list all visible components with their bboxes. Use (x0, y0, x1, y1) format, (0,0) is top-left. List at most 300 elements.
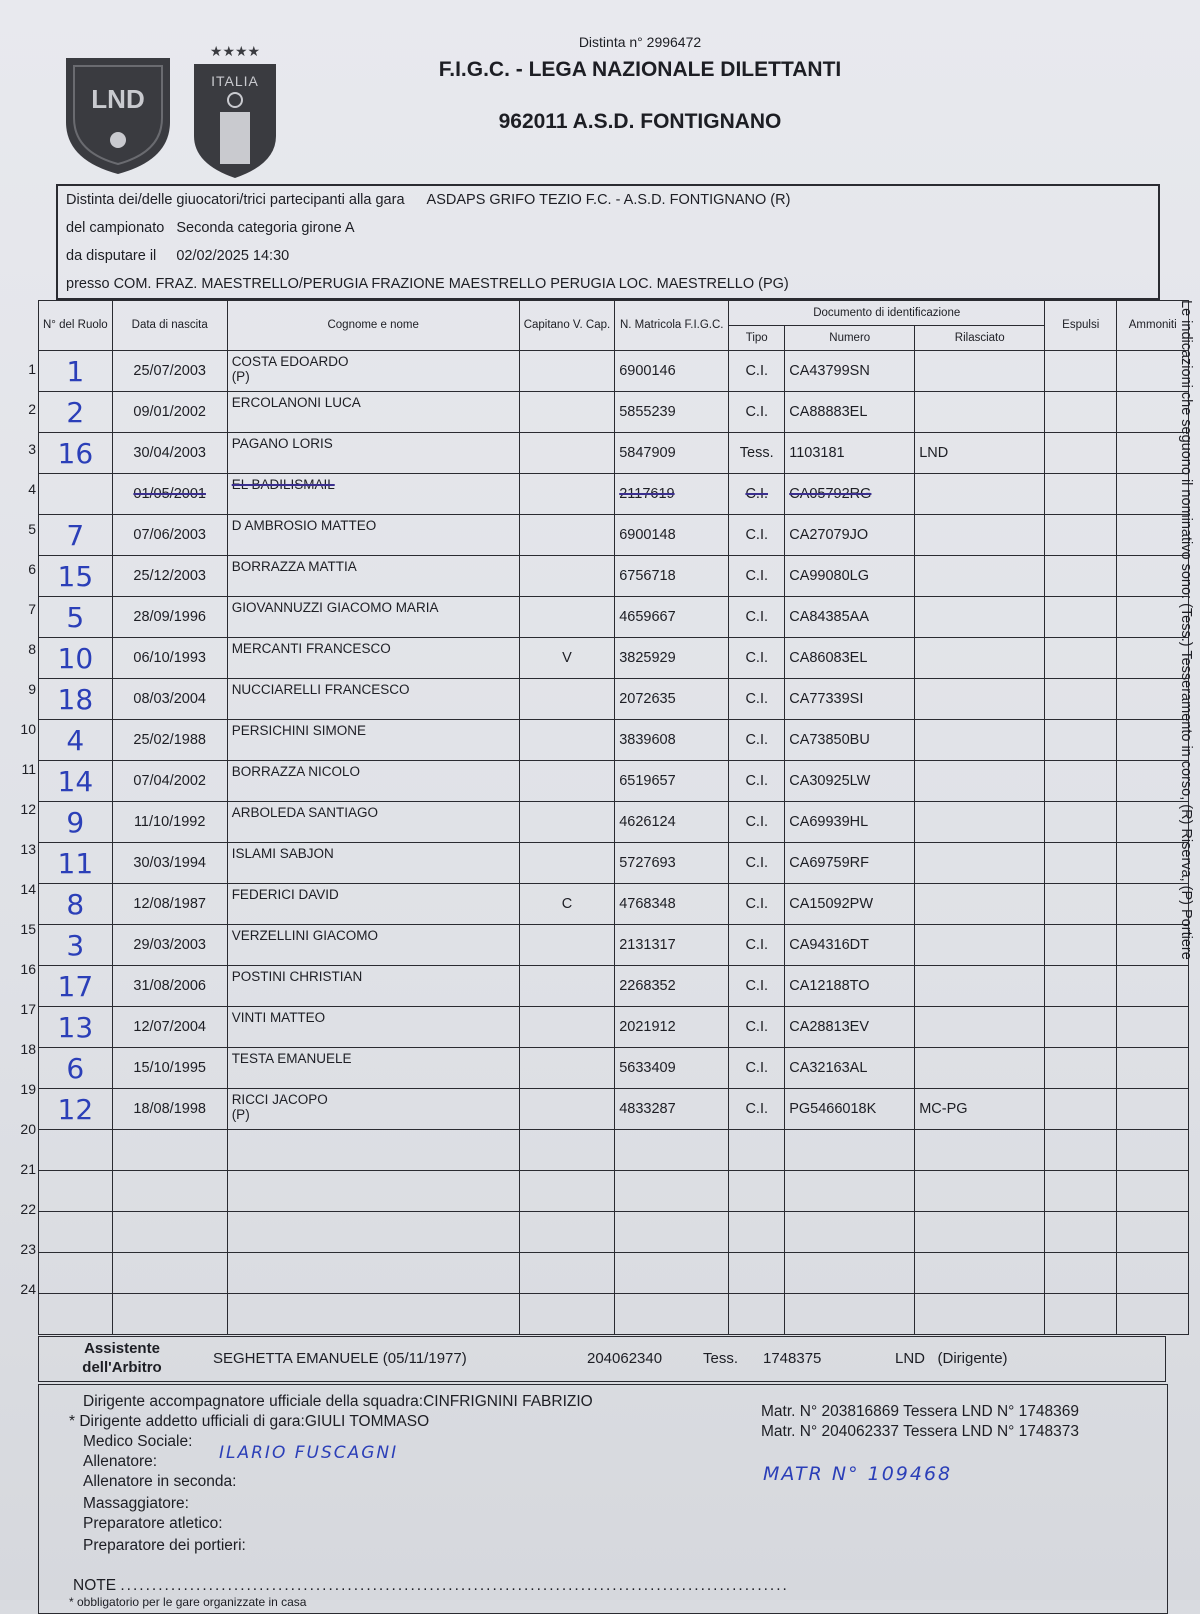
birth-date (112, 925, 227, 966)
player-name (227, 392, 519, 433)
birth-date (112, 802, 227, 843)
doc-issuer (915, 843, 1045, 884)
side-legend (1178, 300, 1196, 1070)
doc-type-text: C.I. (745, 609, 768, 625)
player-name (227, 638, 519, 679)
doc-type-text: C.I. (745, 363, 768, 379)
player-name (227, 720, 519, 761)
roster-row (39, 761, 1189, 802)
doc-number (785, 720, 915, 761)
doc-type (729, 720, 785, 761)
row-index: 10 (20, 721, 36, 737)
birth-date-text: 09/01/2002 (133, 404, 206, 420)
header-ruolo: N° del Ruolo (39, 301, 113, 351)
doc-issuer (915, 1048, 1045, 1089)
birth-date-text: 15/10/1995 (133, 1060, 206, 1076)
matricola-text: 4768348 (619, 896, 676, 912)
row-index: 16 (20, 961, 36, 977)
player-name (227, 802, 519, 843)
doc-issuer (915, 884, 1045, 925)
doc-number (785, 515, 915, 556)
player-name (227, 843, 519, 884)
addetto-line (69, 1413, 429, 1431)
doc-type (729, 433, 785, 474)
doc-type (729, 515, 785, 556)
doc-type-text: Tess. (739, 445, 774, 461)
roster-row (39, 1171, 1189, 1212)
roster-row (39, 1048, 1189, 1089)
obbligatorio-note: * obbligatorio per le gare organizzate in casa (69, 1595, 307, 1609)
player-name-text: POSTINI CHRISTIAN (231, 969, 363, 984)
espulsi-cell (1045, 556, 1117, 597)
player-name (227, 1171, 519, 1212)
espulsi-cell (1045, 1089, 1117, 1130)
venue-value: COM. FRAZ. MAESTRELLO/PERUGIA FRAZIONE MAESTRELLO PERUGIA LOC. MAESTRELLO (PG) (113, 276, 789, 292)
doc-type-text: C.I. (745, 855, 768, 871)
italia-logo-text: ITALIA (211, 73, 259, 89)
matricola (615, 433, 729, 474)
side-legend-text: Le indicazioni che seguono il nominativo sono: (Tess.) Tesseramento in corso, (R) Riserva, (P) Portiere (1178, 300, 1194, 960)
roster-row (39, 1253, 1189, 1294)
birth-date (112, 720, 227, 761)
player-name-text: EL BADILISMAIL (231, 477, 335, 492)
captain-mark (519, 597, 615, 638)
doc-number (785, 474, 915, 515)
allenatore-label: Allenatore: (83, 1453, 158, 1470)
espulsi-cell (1045, 638, 1117, 679)
assistant-name: SEGHETTA EMANUELE (05/11/1977) (213, 1350, 467, 1367)
doc-number-text: CA94316DT (789, 937, 870, 953)
doc-number (785, 925, 915, 966)
player-number-text: 12 (57, 1092, 94, 1126)
massaggiatore-label: Massaggiatore: (83, 1495, 189, 1512)
matricola-text: 2021912 (619, 1019, 676, 1035)
player-number (39, 1130, 113, 1171)
italia-logo (190, 40, 280, 180)
player-number-text: 16 (57, 436, 94, 470)
doc-number-text: CA28813EV (789, 1019, 870, 1035)
birth-date (112, 1212, 227, 1253)
doc-issuer (915, 597, 1045, 638)
birth-date (112, 843, 227, 884)
prep-atletico-label: Preparatore atletico: (83, 1515, 223, 1532)
espulsi-cell (1045, 966, 1117, 1007)
doc-type-text: C.I. (745, 773, 768, 789)
match-line (66, 192, 790, 208)
doc-number (785, 884, 915, 925)
row-index: 5 (28, 521, 36, 537)
player-number-text: 3 (66, 928, 85, 962)
doc-number-text: 1103181 (789, 445, 845, 461)
doc-type (729, 1089, 785, 1130)
birth-date-text: 06/10/1993 (133, 650, 206, 666)
matricola (615, 392, 729, 433)
match-label: Distinta dei/delle giuocatori/trici partecipanti alla gara (66, 192, 405, 208)
birth-date-text: 07/04/2002 (133, 773, 206, 789)
player-name-text: MERCANTI FRANCESCO (231, 641, 391, 656)
player-number (39, 925, 113, 966)
espulsi-cell (1045, 1212, 1117, 1253)
svg-text:★★★★: ★★★★ (209, 44, 261, 60)
header-nome: Cognome e nome (227, 301, 519, 351)
doc-type (729, 638, 785, 679)
espulsi-cell (1045, 679, 1117, 720)
player-number (39, 515, 113, 556)
row-index: 14 (20, 881, 36, 897)
player-name-text: PAGANO LORIS (231, 436, 333, 451)
player-number (39, 679, 113, 720)
doc-type (729, 1007, 785, 1048)
doc-issuer (915, 1089, 1045, 1130)
doc-number (785, 761, 915, 802)
player-name (227, 556, 519, 597)
roster-row (39, 351, 1189, 392)
captain-mark (519, 720, 615, 761)
birth-date (112, 392, 227, 433)
player-name-text: BORRAZZA NICOLO (231, 764, 360, 779)
matricola (615, 1089, 729, 1130)
matricola (615, 474, 729, 515)
captain-mark (519, 679, 615, 720)
doc-number (785, 1171, 915, 1212)
player-name (227, 1253, 519, 1294)
doc-type-text: C.I. (745, 527, 768, 543)
espulsi-cell (1045, 474, 1117, 515)
captain-mark (519, 1007, 615, 1048)
row-index: 19 (20, 1081, 36, 1097)
player-name (227, 761, 519, 802)
doc-type (729, 843, 785, 884)
player-number-text: 18 (57, 682, 94, 716)
doc-number-text: CA05792RG (789, 486, 872, 502)
matricola (615, 597, 729, 638)
assistant-row (38, 1336, 1166, 1382)
birth-date-text: 25/12/2003 (133, 568, 206, 584)
addetto-value: GIULI TOMMASO (304, 1413, 430, 1430)
roster-row (39, 638, 1189, 679)
espulsi-cell (1045, 597, 1117, 638)
birth-date (112, 351, 227, 392)
matricola (615, 720, 729, 761)
doc-number (785, 556, 915, 597)
matricola-text: 6900148 (619, 527, 676, 543)
birth-date-text: 07/06/2003 (133, 527, 206, 543)
birth-date-text: 25/02/1988 (133, 732, 206, 748)
birth-date-text: 11/10/1992 (133, 814, 206, 830)
player-note: (P) (231, 369, 250, 384)
captain-mark (519, 1212, 615, 1253)
dirigente-label: Dirigente accompagnatore ufficiale della squadra: (83, 1393, 424, 1410)
captain-mark (519, 966, 615, 1007)
player-name (227, 966, 519, 1007)
birth-date-text: 12/07/2004 (133, 1019, 206, 1035)
doc-type (729, 925, 785, 966)
captain-mark (519, 1130, 615, 1171)
header-nascita: Data di nascita (112, 301, 227, 351)
player-number-text: 15 (57, 559, 94, 593)
doc-type (729, 351, 785, 392)
doc-number (785, 1089, 915, 1130)
row-index: 11 (21, 761, 36, 777)
row-index: 7 (28, 601, 36, 617)
espulsi-cell (1045, 802, 1117, 843)
player-name (227, 1048, 519, 1089)
dirigente-value: CINFRIGNINI FABRIZIO (423, 1393, 593, 1410)
roster-body (39, 351, 1189, 1335)
player-name-text: RICCI JACOPO (231, 1092, 328, 1107)
player-number (39, 884, 113, 925)
captain-mark (519, 1048, 615, 1089)
roster-row (39, 597, 1189, 638)
birth-date (112, 474, 227, 515)
birth-date-text: 08/03/2004 (133, 691, 206, 707)
matricola (615, 638, 729, 679)
birth-date-text: 18/08/1998 (133, 1101, 206, 1117)
doc-issuer (915, 515, 1045, 556)
player-name-text: VINTI MATTEO (231, 1010, 326, 1025)
player-name-text: FEDERICI DAVID (231, 887, 339, 902)
birth-date-text: 12/08/1987 (133, 896, 206, 912)
championship-label: del campionato (66, 220, 165, 236)
birth-date-text: 30/04/2003 (133, 445, 206, 461)
birth-date (112, 1253, 227, 1294)
roster-row (39, 1007, 1189, 1048)
player-name-text: ISLAMI SABJON (231, 846, 334, 861)
captain-mark (519, 556, 615, 597)
birth-date (112, 597, 227, 638)
matricola-text: 4626124 (619, 814, 676, 830)
roster-row (39, 802, 1189, 843)
birth-date-text: 25/07/2003 (133, 363, 206, 379)
doc-number (785, 1048, 915, 1089)
row-index: 20 (20, 1121, 36, 1137)
doc-issuer (915, 1007, 1045, 1048)
matricola-text: 4833287 (619, 1101, 676, 1117)
player-number (39, 802, 113, 843)
birth-date-text: 28/09/1996 (133, 609, 206, 625)
allenatore-handwritten: ILARIO FUSCAGNI (219, 1443, 399, 1463)
doc-type (729, 1171, 785, 1212)
player-number (39, 1048, 113, 1089)
roster-row (39, 1130, 1189, 1171)
espulsi-cell (1045, 1253, 1117, 1294)
doc-number (785, 1130, 915, 1171)
doc-type (729, 1048, 785, 1089)
row-index: 22 (20, 1201, 36, 1217)
roster-row (39, 1294, 1189, 1335)
player-number (39, 761, 113, 802)
medico-label: Medico Sociale: (83, 1433, 193, 1450)
doc-issuer (915, 761, 1045, 802)
ammoniti-cell (1117, 1212, 1189, 1253)
doc-type-text: C.I. (745, 1101, 768, 1117)
matricola (615, 761, 729, 802)
espulsi-cell (1045, 433, 1117, 474)
player-name (227, 1294, 519, 1335)
roster-row (39, 720, 1189, 761)
doc-type (729, 679, 785, 720)
captain-mark-text: V (562, 650, 572, 666)
roster-row (39, 884, 1189, 925)
doc-number-text: CA69759RF (789, 855, 870, 871)
doc-issuer (915, 433, 1045, 474)
row-index: 12 (20, 801, 36, 817)
championship-value: Seconda categoria girone A (176, 220, 355, 236)
birth-date (112, 1171, 227, 1212)
doc-issuer (915, 556, 1045, 597)
birth-date-text: 31/08/2006 (133, 978, 206, 994)
player-number (39, 597, 113, 638)
assistant-ril: LND (Dirigente) (895, 1350, 1008, 1367)
matricola (615, 1171, 729, 1212)
matr-handwritten: MATR N° 109468 (763, 1463, 953, 1485)
header-matricola: N. Matricola F.I.G.C. (615, 301, 729, 351)
doc-type (729, 597, 785, 638)
roster-row (39, 966, 1189, 1007)
ammoniti-cell (1117, 1089, 1189, 1130)
player-name-text: NUCCIARELLI FRANCESCO (231, 682, 410, 697)
doc-number (785, 638, 915, 679)
dirigente-line (83, 1393, 593, 1411)
matricola-text: 2117619 (619, 486, 675, 502)
captain-mark (519, 802, 615, 843)
doc-number (785, 1212, 915, 1253)
venue-line (66, 276, 789, 292)
matricola-text: 2268352 (619, 978, 676, 994)
doc-number (785, 843, 915, 884)
header-espulsi: Espulsi (1045, 301, 1117, 351)
roster-row (39, 474, 1189, 515)
ammoniti-cell (1117, 1171, 1189, 1212)
captain-mark (519, 1253, 615, 1294)
player-number (39, 433, 113, 474)
player-number (39, 351, 113, 392)
matricola-text: 2072635 (619, 691, 676, 707)
doc-type-text: C.I. (745, 1019, 768, 1035)
player-number (39, 1089, 113, 1130)
matricola (615, 1048, 729, 1089)
doc-number (785, 802, 915, 843)
row-index: 2 (28, 401, 36, 417)
doc-number-text: CA88883EL (789, 404, 868, 420)
birth-date (112, 556, 227, 597)
doc-issuer-text: MC-PG (919, 1101, 968, 1117)
espulsi-cell (1045, 1130, 1117, 1171)
captain-mark (519, 925, 615, 966)
doc-number-text: CA86083EL (789, 650, 868, 666)
player-note: (P) (231, 1107, 250, 1122)
row-index: 23 (20, 1241, 36, 1257)
doc-issuer (915, 802, 1045, 843)
birth-date-text: 29/03/2003 (133, 937, 206, 953)
birth-date (112, 638, 227, 679)
espulsi-cell (1045, 515, 1117, 556)
player-name-text: VERZELLINI GIACOMO (231, 928, 378, 943)
doc-number-text: CA32163AL (789, 1060, 868, 1076)
birth-date (112, 679, 227, 720)
championship-line (66, 220, 355, 236)
doc-type (729, 1253, 785, 1294)
doc-number (785, 597, 915, 638)
player-number (39, 1253, 113, 1294)
player-number (39, 1212, 113, 1253)
header-tipo: Tipo (729, 326, 785, 351)
row-index: 6 (28, 561, 36, 577)
header-rilasciato: Rilasciato (915, 326, 1045, 351)
roster-row (39, 843, 1189, 884)
doc-type-text: C.I. (745, 896, 768, 912)
matr-line-2: Matr. N° 204062337 Tessera LND N° 1748373 (761, 1423, 1079, 1440)
player-name-text: PERSICHINI SIMONE (231, 723, 366, 738)
doc-number (785, 966, 915, 1007)
matricola-text: 5727693 (619, 855, 676, 871)
header-ammoniti: Ammoniti (1117, 301, 1189, 351)
doc-type (729, 966, 785, 1007)
datetime-line (66, 248, 289, 264)
row-index: 17 (20, 1001, 36, 1017)
player-number (39, 966, 113, 1007)
header-capitano: Capitano V. Cap. (519, 301, 615, 351)
captain-mark (519, 474, 615, 515)
doc-type (729, 1294, 785, 1335)
captain-mark (519, 392, 615, 433)
lnd-logo (62, 52, 174, 176)
doc-number (785, 1294, 915, 1335)
espulsi-cell (1045, 351, 1117, 392)
captain-mark (519, 1171, 615, 1212)
birth-date (112, 515, 227, 556)
header-numero: Numero (785, 326, 915, 351)
birth-date (112, 1089, 227, 1130)
prep-portieri-label: Preparatore dei portieri: (83, 1537, 246, 1554)
row-index: 24 (20, 1281, 36, 1297)
player-name (227, 679, 519, 720)
espulsi-cell (1045, 720, 1117, 761)
doc-type-text: C.I. (745, 814, 768, 830)
doc-issuer (915, 1212, 1045, 1253)
note-label: NOTE .......................................................................................................... (73, 1577, 789, 1594)
matricola-text: 3839608 (619, 732, 676, 748)
matricola (615, 1212, 729, 1253)
matricola-text: 5847909 (619, 445, 676, 461)
doc-type (729, 761, 785, 802)
doc-number-text: CA84385AA (789, 609, 870, 625)
doc-number-text: CA30925LW (789, 773, 871, 789)
roster-row (39, 433, 1189, 474)
player-name-text: GIOVANNUZZI GIACOMO MARIA (231, 600, 439, 615)
row-index: 9 (28, 681, 36, 697)
row-index: 21 (20, 1161, 36, 1177)
player-number-text: 10 (57, 641, 94, 675)
player-number-text: 4 (66, 723, 85, 757)
player-number (39, 720, 113, 761)
distinta-number: Distinta n° 2996472 (578, 34, 702, 50)
assistant-tipo: Tess. (703, 1350, 739, 1367)
doc-type-text: C.I. (745, 568, 768, 584)
player-number-text: 7 (66, 518, 85, 552)
player-number (39, 638, 113, 679)
doc-number-text: CA12188TO (789, 978, 870, 994)
espulsi-cell (1045, 1171, 1117, 1212)
espulsi-cell (1045, 761, 1117, 802)
captain-mark (519, 1089, 615, 1130)
matricola (615, 351, 729, 392)
matricola-text: 6519657 (619, 773, 676, 789)
matricola (615, 1253, 729, 1294)
player-number-text: 14 (57, 764, 94, 798)
matricola-text: 6756718 (619, 568, 676, 584)
ammoniti-cell (1117, 1130, 1189, 1171)
